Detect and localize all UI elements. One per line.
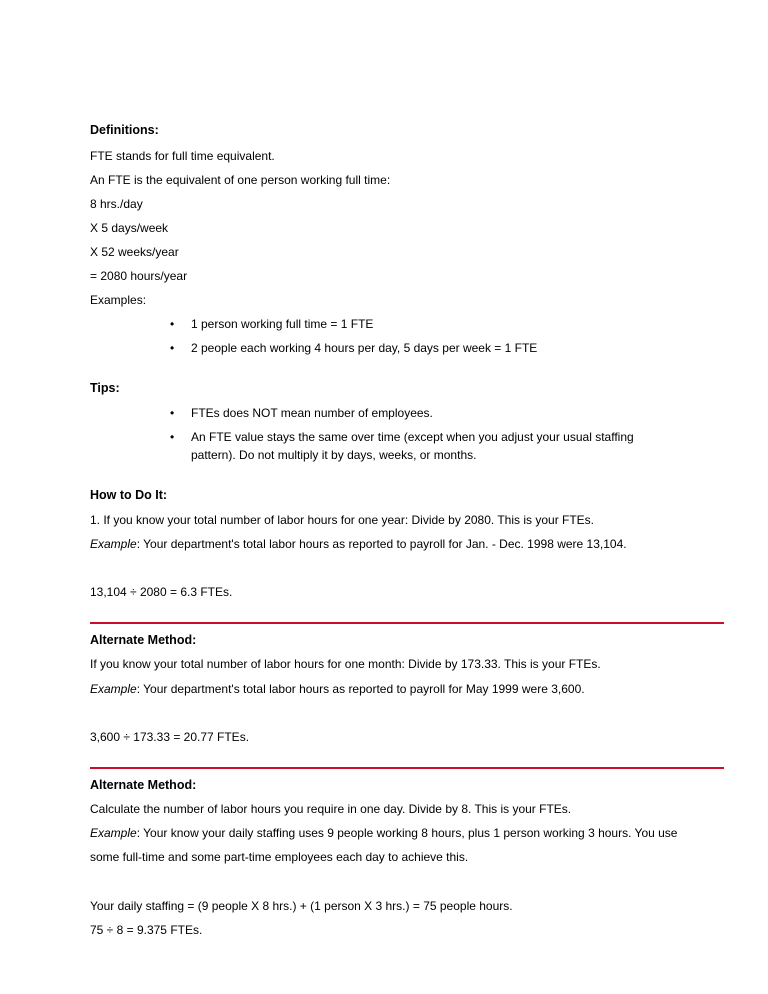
example-text: : Your department's total labor hours as reported to payroll for May 1999 were 3,600.: [136, 682, 585, 696]
example-text: : Your department's total labor hours as reported to payroll for Jan. - Dec. 1998 were 13,104.: [136, 537, 627, 551]
alt-method-1-result: 3,600 ÷ 173.33 = 20.77 FTEs.: [90, 730, 250, 744]
alt-method-1-heading: Alternate Method:: [90, 633, 197, 647]
alt-method-2-staffing: Your daily staffing = (9 people X 8 hrs.) + (1 person X 3 hrs.) = 75 people hours.: [90, 899, 513, 913]
alt-method-2-result: 75 ÷ 8 = 9.375 FTEs.: [90, 923, 203, 937]
definition-line-1: FTE stands for full time equivalent.: [90, 149, 275, 163]
definitions-heading: Definitions:: [90, 123, 159, 137]
alt-method-1-example: [90, 682, 585, 696]
alt-method-2-example: [90, 826, 677, 840]
bullet-icon: •: [170, 317, 175, 331]
alt-method-2-heading: Alternate Method:: [90, 778, 197, 792]
alt-method-2-example-cont: some full-time and some part-time employees each day to achieve this.: [90, 850, 469, 864]
calc-line-1: 8 hrs./day: [90, 197, 143, 211]
bullet-icon: •: [170, 406, 175, 420]
how-to-heading: How to Do It:: [90, 488, 168, 502]
section-divider: [90, 767, 724, 769]
bullet-icon: •: [170, 430, 175, 444]
example-item-2: 2 people each working 4 hours per day, 5 days per week = 1 FTE: [191, 341, 538, 355]
definition-line-2: An FTE is the equivalent of one person working full time:: [90, 173, 391, 187]
how-to-step-1: 1. If you know your total number of labor hours for one year: Divide by 2080. This is your FTEs.: [90, 513, 595, 527]
alt-method-2-text: Calculate the number of labor hours you require in one day. Divide by 8. This is your FTEs.: [90, 802, 572, 816]
example-label: Example: [90, 682, 137, 696]
tip-item-1: FTEs does NOT mean number of employees.: [191, 406, 433, 420]
calc-line-4: = 2080 hours/year: [90, 269, 188, 283]
example-label: Example: [90, 826, 137, 840]
example-text: : Your know your daily staffing uses 9 people working 8 hours, plus 1 person working 3 hours. You use: [136, 826, 678, 840]
calc-line-2: X 5 days/week: [90, 221, 169, 235]
bullet-icon: •: [170, 341, 175, 355]
calc-line-3: X 52 weeks/year: [90, 245, 179, 259]
how-to-result: 13,104 ÷ 2080 = 6.3 FTEs.: [90, 585, 233, 599]
example-item-1: 1 person working full time = 1 FTE: [191, 317, 374, 331]
tip-item-2: An FTE value stays the same over time (except when you adjust your usual staffing pattern). Do not multiply it by days, weeks, or months.: [191, 430, 634, 462]
how-to-example: [90, 537, 627, 551]
tips-heading: Tips:: [90, 381, 120, 395]
example-label: Example: [90, 537, 137, 551]
examples-label: Examples:: [90, 293, 147, 307]
section-divider: [90, 622, 724, 624]
alt-method-1-text: If you know your total number of labor hours for one month: Divide by 173.33. This is your FTEs.: [90, 657, 601, 671]
